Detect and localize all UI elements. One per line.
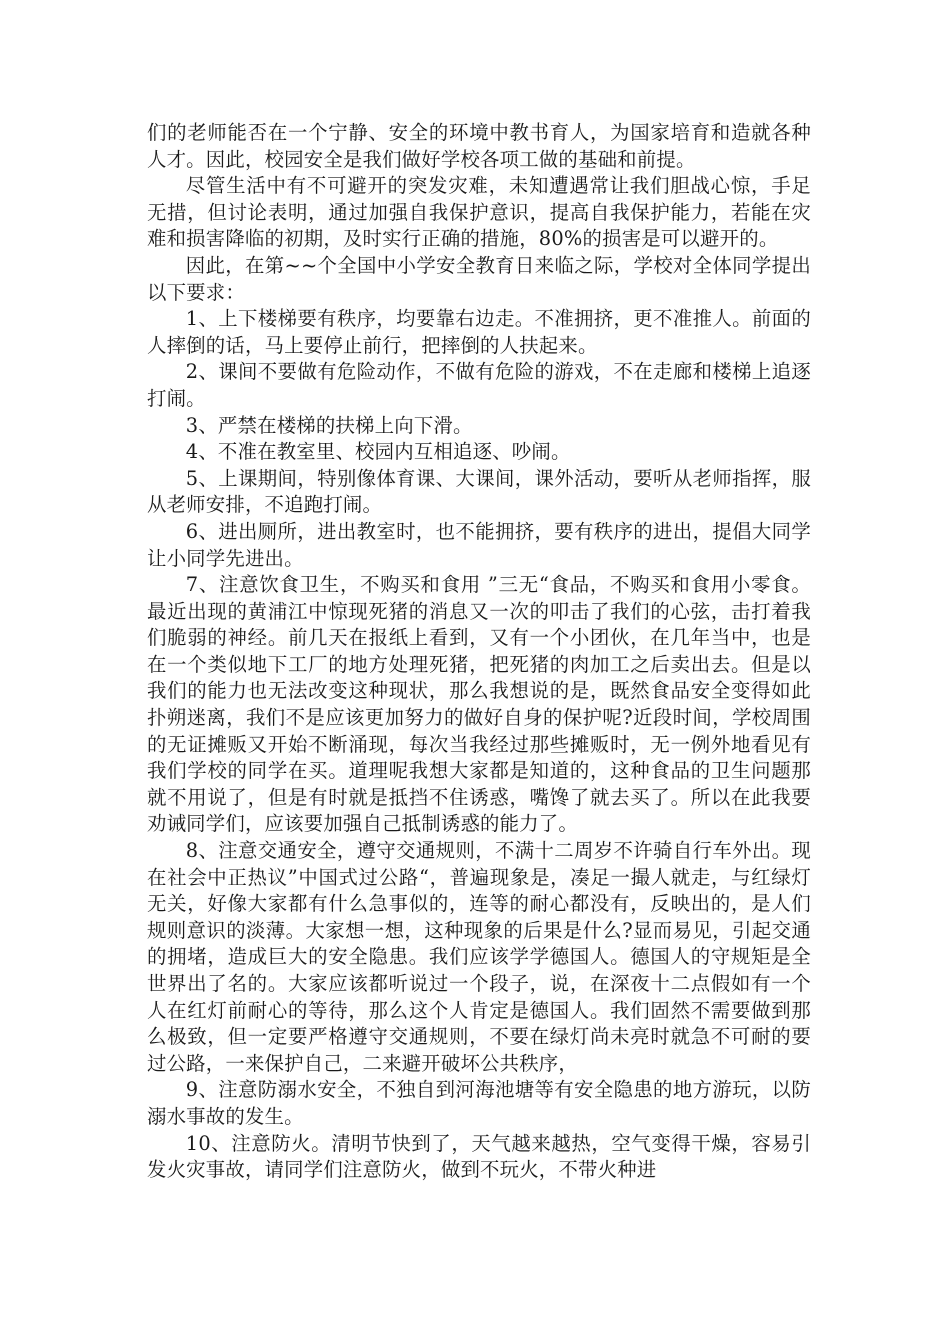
list-item-recess: 2、课间不要做有危险动作，不做有危险的游戏，不在走廊和楼梯上追逐打闹。 bbox=[147, 360, 811, 410]
list-item-handrail: 3、严禁在楼梯的扶梯上向下滑。 bbox=[185, 413, 473, 437]
list-item-traffic-safety: 8、注意交通安全，遵守交通规则，不满十二周岁不许骑自行车外出。现在社会中正热议”中国式过公路“，普遍现象是，凑足一撮人就走，与红绿灯无关，好像大家都有什么急事似的，连等的耐心都没有，反映出的，是人们规则意识的淡薄。大家想一想，这种现象的后果是什么?显而易见，引起交通的拥堵，造成巨大的安全隐患。我们应该学学德国人。德国人的守规矩是全世界出了名的。大家应该都听说过一个段子，说，在深夜十二点假如有一个人在红灯前耐心的等待，那么这个人肯定是德国人。我们固然不需要做到那么极致，但一定要严格遵守交通规则，不要在绿灯尚未亮时就急不可耐的要过公路，一来保护自己，二来避开破坏公共秩序， bbox=[147, 839, 811, 1075]
list-item-stairs: 1、上下楼梯要有秩序，均要靠右边走。不准拥挤，更不准推人。前面的人摔倒的话，马上要停止前行，把摔倒的人扶起来。 bbox=[147, 307, 811, 357]
paragraph-disaster-awareness: 尽管生活中有不可避开的突发灾难，未知遭遇常让我们胆战心惊，手足无措，但讨论表明，通过加强自我保护意识，提高自我保护能力，若能在灾难和损害降临的初期，及时实行正确的措施，80%的损害是可以避开的。 bbox=[147, 174, 811, 251]
list-item-class-time: 5、上课期间，特别像体育课、大课间，课外活动，要听从老师指挥，服从老师安排，不追跑打闹。 bbox=[147, 466, 811, 517]
list-item-drowning: 9、注意防溺水安全，不独自到河海池塘等有安全隐患的地方游玩，以防溺水事故的发生。 bbox=[147, 1078, 811, 1128]
list-item-restroom: 6、进出厕所，进出教室时，也不能拥挤，要有秩序的进出，提倡大同学让小同学先进出。 bbox=[147, 519, 811, 570]
document-body bbox=[147, 120, 811, 1184]
list-item-food-safety: 7、注意饮食卫生，不购买和食用 ”三无“食品，不购买和食用小零食。最近出现的黄浦江中惊现死猪的消息又一次的叩击了我们的心弦，击打着我们脆弱的神经。前几天在报纸上看到，又有一个小团伙，在几年当中，也是在一个类似地下工厂的地方处理死猪，把死猪的肉加工之后卖出去。但是以我们的能力也无法改变这种现状，那么我想说的是，既然食品安全变得如此扑朔迷离，我们不是应该更加努力的做好自身的保护呢?近段时间，学校周围的无证摊贩又开始不断涌现，每次当我经过那些摊贩时，无一例外地看见有我们学校的同学在买。道理呢我想大家都是知道的，这种食品的卫生问题那就不用说了，但是有时就是抵挡不住诱惑，嘴馋了就去买了。所以在此我要劝诫同学们，应该要加强自己抵制诱惑的能力了。 bbox=[147, 573, 811, 836]
list-item-no-chasing: 4、不准在教室里、校园内互相追逐、吵闹。 bbox=[185, 440, 571, 464]
list-item-fire-safety: 10、注意防火。清明节快到了，天气越来越热，空气变得干燥，容易引发火灾事故，请同学们注意防火，做到不玩火，不带火种进 bbox=[147, 1131, 811, 1182]
paragraph-requirements-intro: 因此，在第~~个全国中小学安全教育日来临之际，学校对全体同学提出以下要求： bbox=[147, 253, 811, 304]
paragraph-intro-continued: 们的老师能否在一个宁静、安全的环境中教书育人，为国家培育和造就各种人才。因此，校园安全是我们做好学校各项工做的基础和前提。 bbox=[147, 121, 811, 171]
